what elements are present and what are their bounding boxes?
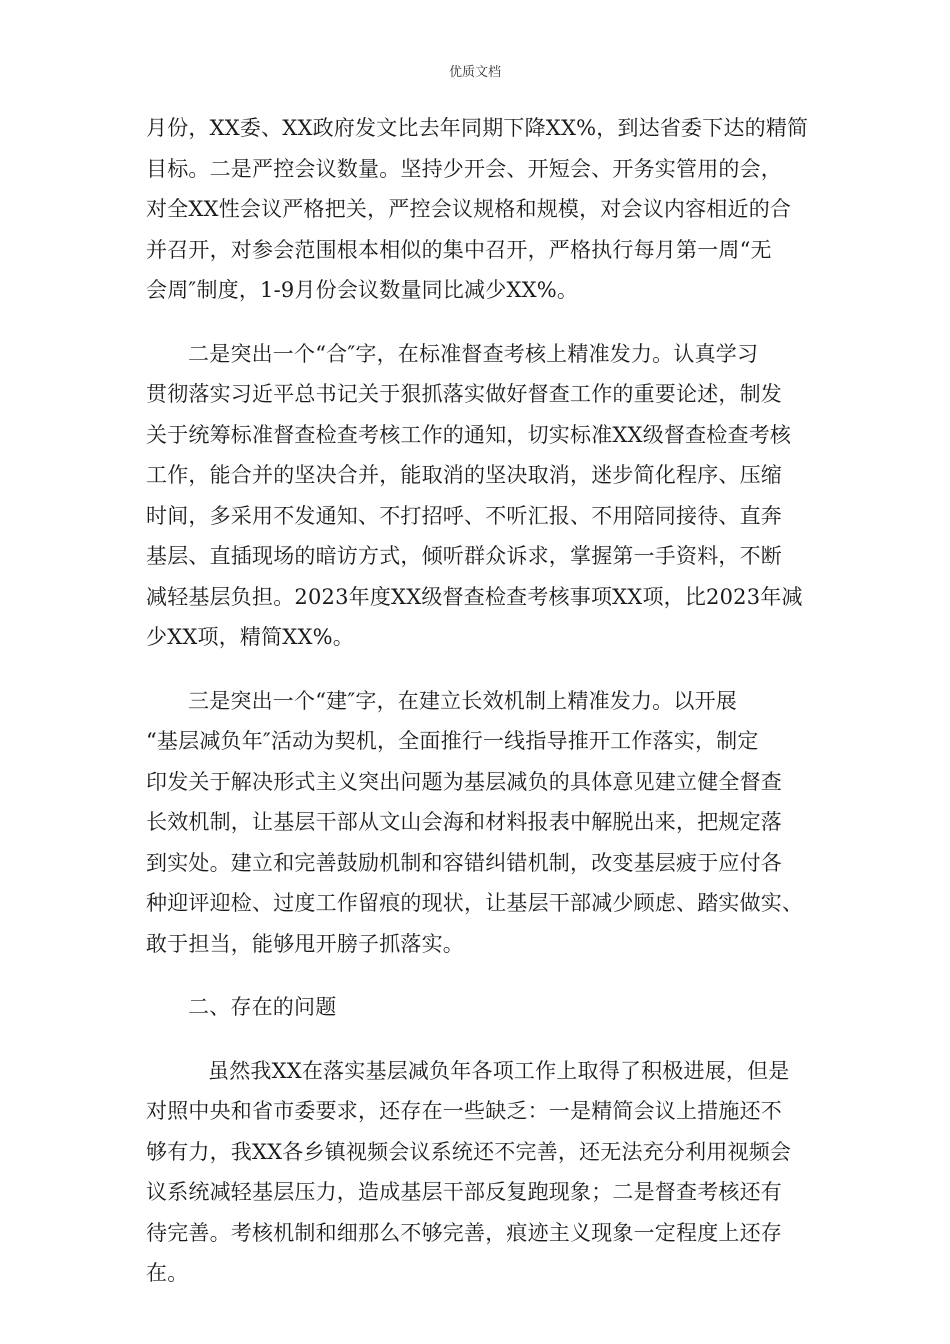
text-line: 基层、直插现场的暗访方式，倾听群众诉求，掌握第一手资料，不断 bbox=[146, 544, 782, 568]
paragraph-gap bbox=[146, 1028, 806, 1051]
text-line: 二是突出一个“合″字，在标准督查考核上精准发力。认真学习 bbox=[188, 341, 759, 366]
paragraph-1 bbox=[146, 108, 809, 311]
text-line: 减轻基层负担。2023年度XX级督查检查考核事项XX项，比2023年减 bbox=[146, 584, 803, 609]
section-heading bbox=[146, 987, 806, 1028]
page-header: 优质文档 bbox=[448, 65, 501, 80]
text-line: “基层减负年″活动为契机，全面推行一线指导推开工作落实，制定 bbox=[146, 729, 759, 753]
text-line: 够有力，我XX各乡镇视频会议系统还不完善，还无法充分利用视频会 bbox=[146, 1139, 792, 1164]
text-line: 目标。二是严控会议数量。坚持少开会、开短会、开务实管用的会， bbox=[146, 156, 782, 181]
text-line: 议系统减轻基层压力，造成基层干部反复跑现象；二是督查考核还有 bbox=[146, 1180, 782, 1204]
text-line: 月份，XX委、XX政府发文比去年同期下降XX%，到达省委下达的精简 bbox=[146, 116, 809, 140]
text-line: 敢于担当，能够甩开膀子抓落实。 bbox=[146, 931, 464, 956]
text-line: 虽然我XX在落实基层减负年各项工作上取得了积极进展，但是 bbox=[208, 1058, 790, 1083]
paragraph-3 bbox=[146, 681, 806, 965]
document-body bbox=[146, 108, 809, 1294]
paragraph-gap bbox=[146, 311, 806, 334]
text-line: 印发关于解决形式主义突出问题为基层减负的具体意见建立健全督查 bbox=[146, 769, 782, 794]
text-line: 到实处。建立和完善鼓励机制和容错纠错机制，改变基层疲于应付各 bbox=[146, 850, 782, 875]
text-line: 少XX项，精简XX%。 bbox=[146, 625, 354, 649]
text-line: 种迎评迎检、过度工作留痕的现状，让基层干部减少顾虑、踏实做实、 bbox=[146, 891, 804, 915]
paragraph-gap bbox=[146, 964, 806, 987]
paragraph-5 bbox=[146, 1051, 806, 1294]
text-line: 会周″制度，1-9月份会议数量同比减少XX%。 bbox=[146, 278, 579, 302]
text-line: 贯彻落实习近平总书记关于狠抓落实做好督查工作的重要论述，制发 bbox=[146, 382, 782, 406]
text-line: 工作，能合并的坚决合并，能取消的坚决取消，迷步简化程序、压缩 bbox=[146, 463, 782, 487]
text-line: 对全XX性会议严格把关，严控会议规格和规模，对会议内容相近的合 bbox=[146, 197, 792, 221]
text-line: 对照中央和省市委要求，还存在一些缺乏：一是精简会议上措施还不 bbox=[146, 1099, 782, 1123]
text-line: 三是突出一个“建″字，在建立长效机制上精准发力。以开展 bbox=[188, 688, 737, 713]
text-line: 并召开，对参会范围根本相似的集中召开，严格执行每月第一周“无 bbox=[146, 237, 772, 262]
paragraph-2 bbox=[146, 334, 806, 658]
section-heading-text: 二、存在的问题 bbox=[188, 995, 337, 1019]
text-line: 待完善。考核机制和细那么不够完善，痕迹主义现象一定程度上还存 bbox=[146, 1220, 782, 1245]
text-line: 关于统筹标准督查检查考核工作的通知，切实标准XX级督查检查考核 bbox=[146, 422, 792, 447]
text-line: 长效机制，让基层干部从文山会海和材料报表中解脱出来，把规定落 bbox=[146, 810, 782, 834]
text-line: 时间，多采用不发通知、不打招呼、不听汇报、不用陪同接待、直奔 bbox=[146, 503, 782, 528]
paragraph-gap bbox=[146, 658, 806, 681]
text-line: 在。 bbox=[146, 1261, 189, 1285]
